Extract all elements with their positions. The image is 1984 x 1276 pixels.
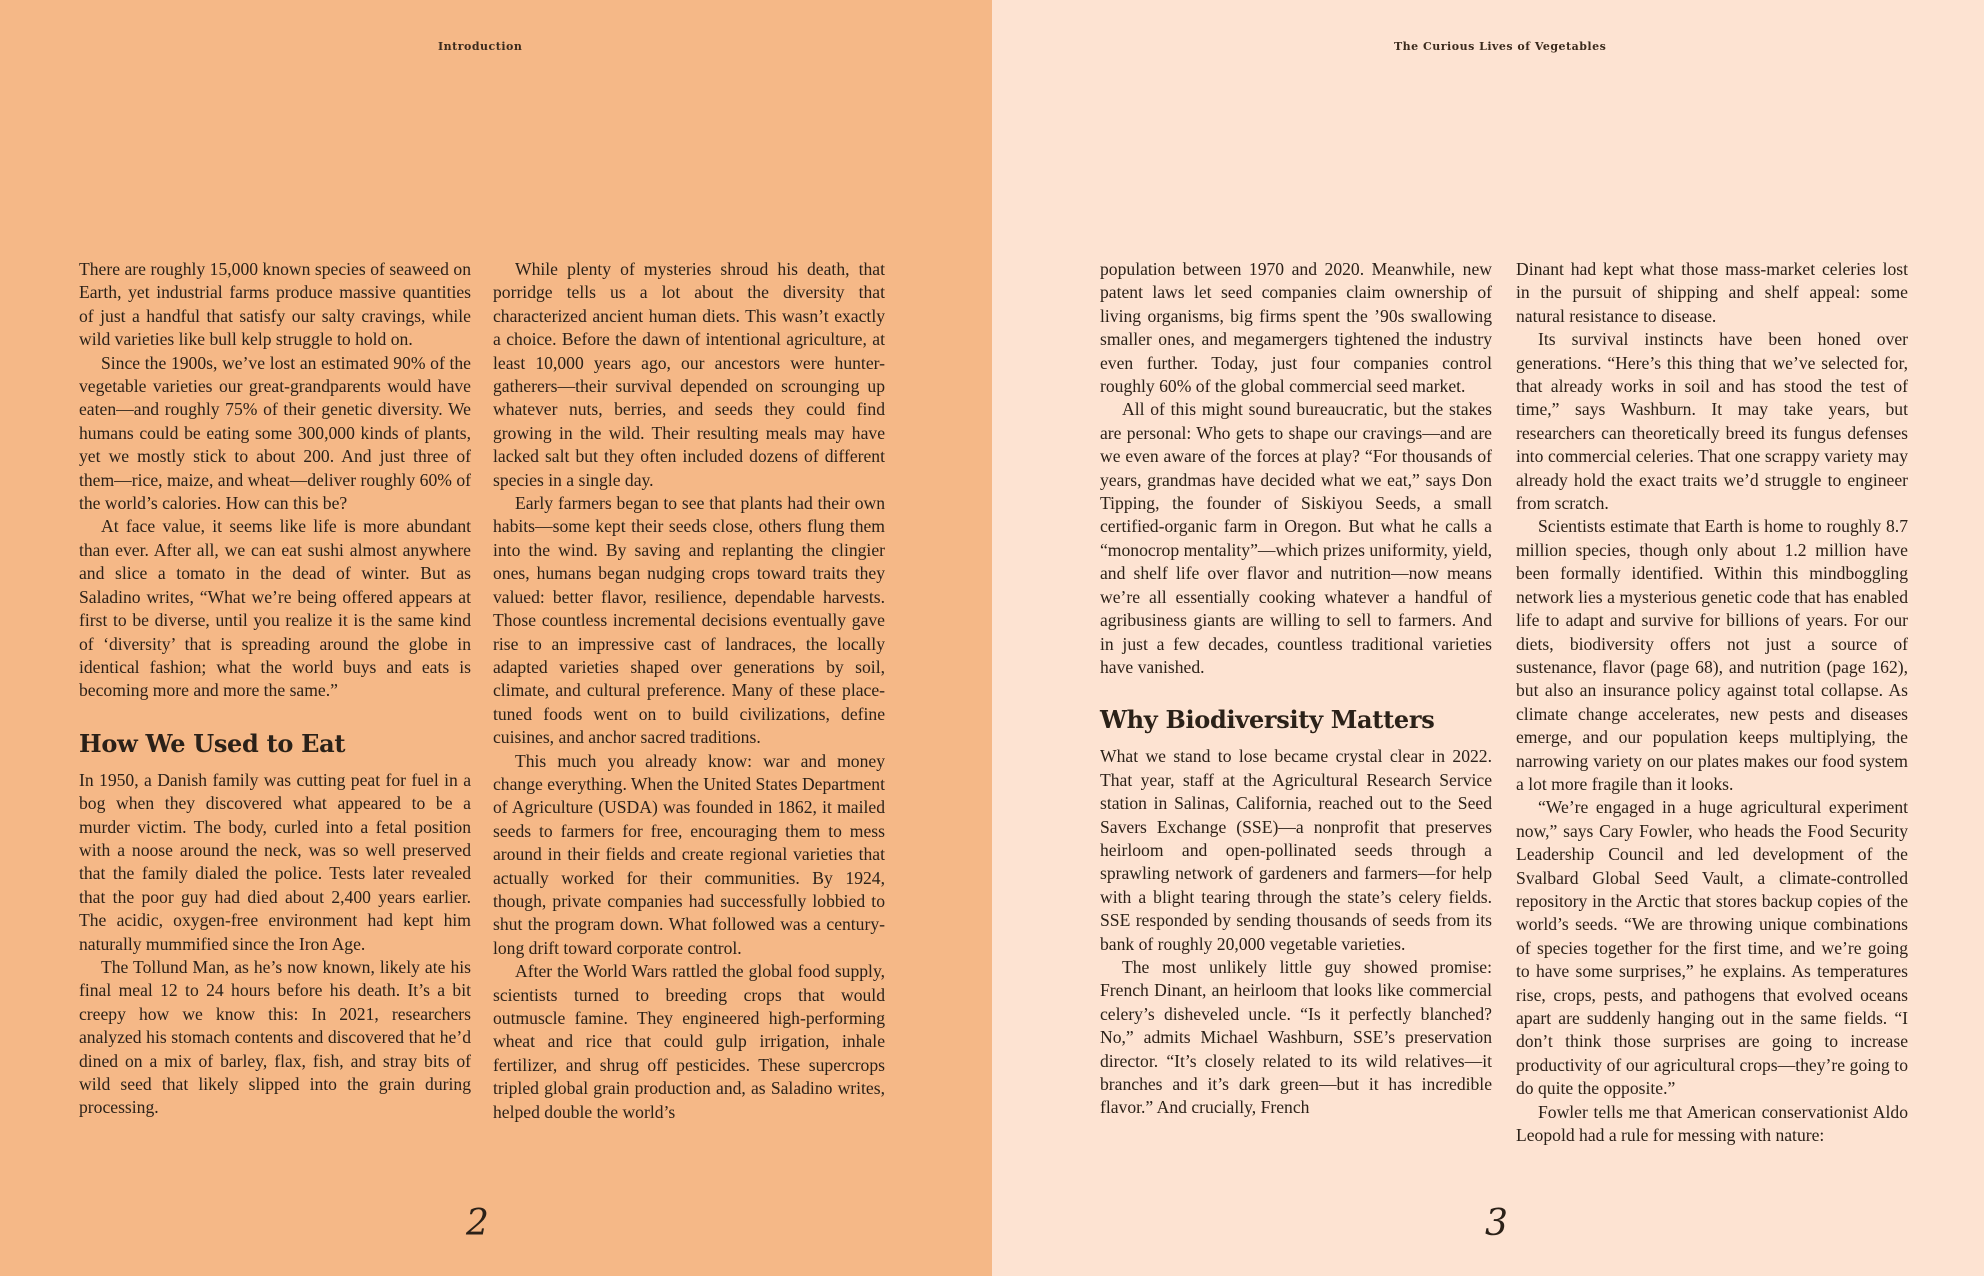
paragraph: At face value, it seems like life is more abundant than ever. After all, we can eat sushi almost anywhere and slice a tomato in the dead of winter. But as Saladino writes, “What we’re being offered appears at first to be diverse, until you realize it is the same kind of ‘diversity’ that is spreading around the globe in identical fashion; what the world buys and eats is becoming more and more the same.”: [79, 516, 471, 701]
section-heading: Why Biodiversity Matters: [1100, 705, 1435, 735]
paragraph: All of this might sound bureaucratic, but the stakes are personal: Who gets to shape our cravings—and are we even aware of the forces at play? “For thousands of years, grandmas have decided what we eat,” says Don Tipping, the founder of Siskiyou Seeds, a small certified-organic farm in Oregon. But what he calls a “monocrop mentality”—which prizes uniformity, yield, and shelf life over flavor and nutrition—now means we’re all essentially cooking whatever a handful of agribusiness giants are willing to sell to farmers. And in just a few decades, countless traditional varieties have vanished.: [1100, 399, 1492, 677]
running-head-right: The Curious Lives of Vegetables: [1394, 40, 1607, 53]
section-heading: How We Used to Eat: [79, 728, 346, 758]
paragraph: The most unlikely little guy showed promise: French Dinant, an heirloom that looks like commercial celery’s disheveled uncle. “Is it perfectly blanched? No,” admits Michael Washburn, SSE’s preservation director. “It’s closely related to its wild relatives—it branches and it’s dark green—but it has incredible flavor.” And crucially, French: [1100, 956, 1492, 1118]
left-column-1: [79, 258, 471, 1120]
paragraph: population between 1970 and 2020. Meanwhile, new patent laws let seed companies claim ownership of living organisms, big firms spent the ’90s swallowing smaller ones, and megamergers tightened the industry even further. Today, just four companies control roughly 60% of the global commercial seed market.: [1100, 259, 1492, 397]
paragraph: Fowler tells me that American conservationist Aldo Leopold had a rule for messing with nature:: [1516, 1101, 1908, 1146]
paragraph: Dinant had kept what those mass-market celeries lost in the pursuit of shipping and shelf appeal: some natural resistance to disease.: [1516, 259, 1908, 326]
paragraph: After the World Wars rattled the global food supply, scientists turned to breeding crops that would outmuscle famine. They engineered high-performing wheat and rice that could gulp irrigation, inhale fertilizer, and shrug off pesticides. These supercrops tripled global grain production and, as Saladino writes, helped double the world’s: [493, 961, 885, 1122]
paragraph: “We’re engaged in a huge agricultural experiment now,” says Cary Fowler, who heads the Food Security Leadership Council and led development of the Svalbard Global Seed Vault, a climate-controlled repository in the Arctic that stores backup copies of the world’s seeds. “We are throwing unique combinations of species together for the first time, and we’re going to have some surprises,” he explains. As temperatures rise, crops, pests, and pathogens that evolved oceans apart are suddenly hanging out in the same fields. “I don’t think those surprises are going to increase productivity of our agricultural crops—they’re going to do quite the opposite.”: [1516, 797, 1908, 1099]
paragraph: Since the 1900s, we’ve lost an estimated 90% of the vegetable varieties our great-grandparents would have eaten—and roughly 75% of their genetic diversity. We humans could be eating some 300,000 kinds of plants, yet we mostly stick to about 200. And just three of them—rice, maize, and wheat—deliver roughly 60% of the world’s calories. How can this be?: [79, 352, 471, 514]
paragraph: Early farmers began to see that plants had their own habits—some kept their seeds close, others flung them into the wind. By saving and replanting the clingier ones, humans began nudging crops toward traits they valued: better flavor, resilience, dependable harvests. Those countless incremental decisions eventually gave rise to an impressive cast of landraces, the locally adapted varieties shaped over generations by soil, climate, and cultural preference. Many of these place-tuned foods went on to build civilizations, define cuisines, and anchor sacred traditions.: [493, 493, 885, 748]
paragraph: This much you already know: war and money change everything. When the United States Department of Agriculture (USDA) was founded in 1862, it mailed seeds to farmers for free, encouraging them to mess around in their fields and create regional varieties that actually worked for their communities. By 1924, though, private companies had successfully lobbied to shut the program down. What followed was a century-long drift toward corporate control.: [493, 750, 885, 958]
paragraph: What we stand to lose became crystal clear in 2022. That year, staff at the Agricultural Research Service station in Salinas, California, reached out to the Seed Savers Exchange (SSE)—a nonprofit that preserves heirloom and open-pollinated seeds through a sprawling network of gardeners and farmers—for help with a blight tearing through the state’s celery fields. SSE responded by sending thousands of seeds from its bank of roughly 20,000 vegetable varieties.: [1100, 746, 1492, 954]
right-column-1: [1100, 258, 1492, 1120]
paragraph: There are roughly 15,000 known species of seaweed on Earth, yet industrial farms produce massive quantities of just a handful that satisfy our salty cravings, while wild varieties like bull kelp struggle to hold on.: [79, 259, 471, 350]
paragraph: Its survival instincts have been honed over generations. “Here’s this thing that we’ve selected for, that already works in soil and has stood the test of time,” says Washburn. It may take years, but researchers can theoretically breed its fungus defenses into commercial celeries. That one scrappy variety may already hold the exact traits we’d struggle to engineer from scratch.: [1516, 329, 1908, 514]
paragraph: The Tollund Man, as he’s now known, likely ate his final meal 12 to 24 hours before his death. It’s a bit creepy how we know this: In 2021, researchers analyzed his stomach contents and discovered that he’d dined on a mix of barley, flax, fish, and stray bits of wild seed that likely slipped into the grain during processing.: [79, 956, 471, 1118]
running-head-left: Introduction: [438, 40, 523, 53]
paragraph: Scientists estimate that Earth is home to roughly 8.7 million species, though only about 1.2 million have been formally identified. Within this mindboggling network lies a mysterious genetic code that has enabled life to adapt and survive for billions of years. For our diets, biodiversity offers not just a source of sustenance, flavor (page 68), and nutrition (page 162), but also an insurance policy against total collapse. As climate change accelerates, new pests and diseases emerge, and our population keeps multiplying, the narrowing variety on our plates makes our food system a lot more fragile than it looks.: [1516, 516, 1908, 794]
paragraph: In 1950, a Danish family was cutting peat for fuel in a bog when they discovered what appeared to be a murder victim. The body, curled into a fetal position with a noose around the neck, was so well preserved that the family dialed the police. Tests later revealed that the poor guy had died about 2,400 years earlier. The acidic, oxygen-free environment had kept him naturally mummified since the Iron Age.: [79, 769, 471, 954]
right-page: [992, 0, 1984, 1276]
left-column-2: [493, 258, 885, 1124]
right-column-2: [1516, 258, 1908, 1147]
paragraph: While plenty of mysteries shroud his death, that porridge tells us a lot about the diversity that characterized ancient human diets. This wasn’t exactly a choice. Before the dawn of intentional agriculture, at least 10,000 years ago, our ancestors were hunter-gatherers—their survival depended on scrounging up whatever nuts, berries, and seeds they could find growing in the wild. Their resulting meals may have lacked salt but they often included dozens of different species in a single day.: [493, 259, 885, 490]
page-number-left: 2: [466, 1203, 489, 1244]
page-number-right: 3: [1485, 1203, 1508, 1244]
